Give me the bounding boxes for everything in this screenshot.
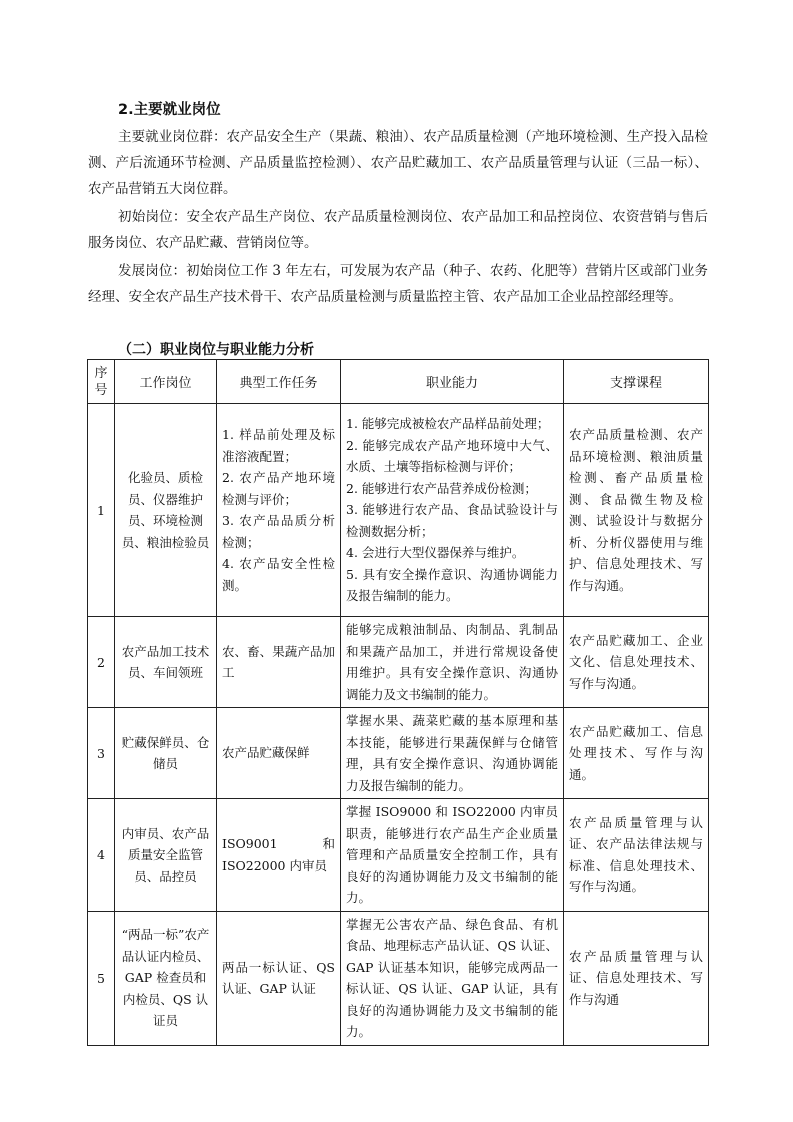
tasks-cell bbox=[217, 708, 341, 799]
job-cell bbox=[115, 617, 217, 708]
table-header-row bbox=[88, 360, 709, 404]
tasks-text: 两品一标认证、QS 认证、GAP 认证 bbox=[222, 959, 335, 996]
courses-cell bbox=[564, 617, 709, 708]
courses-cell bbox=[564, 404, 709, 617]
job-cell bbox=[115, 799, 217, 912]
row-number: 2 bbox=[88, 617, 115, 708]
ability-cell bbox=[341, 708, 564, 799]
job-text: 内审员、农产品质量安全监管员、品控员 bbox=[121, 825, 210, 884]
courses-cell bbox=[564, 708, 709, 799]
ability-cell bbox=[341, 911, 564, 1045]
job-text: 贮藏保鲜员、仓储员 bbox=[121, 734, 210, 771]
tasks-text: ISO9001 和 ISO22000 内审员 bbox=[222, 836, 335, 873]
ability-text: 1. 能够完成被检农产品样品前处理； 2. 能够完成农产品产地环境中大气、水质、土壤等指标检测与评价； 2. 能够进行农产品营养成份检测； 3. 能够进行农产品、食品试验设计与检测数据分析； 4. 会进行大型仪器保养与维护。 5. 具有安全操作意识、沟通协调能力及报告编制的能力。 bbox=[346, 416, 558, 604]
header-job: 工作岗位 bbox=[115, 360, 217, 404]
courses-text: 农产品质量检测、农产品环境检测、粮油质量检测、畜产品质量检测、食品微生物及检测、试验设计与数据分析、分析仪器使用与维护、信息处理技术、写作与沟通。 bbox=[569, 427, 703, 593]
job-text: 化验员、质检员、仪器维护员、环境检测员、粮油检验员 bbox=[121, 470, 210, 550]
courses-text: 农产品质量管理与认证、信息处理技术、写作与沟通 bbox=[569, 948, 703, 1007]
job-cell bbox=[115, 708, 217, 799]
header-no bbox=[88, 360, 115, 404]
tasks-cell bbox=[217, 911, 341, 1045]
tasks-text: 农、畜、果蔬产品加工 bbox=[222, 643, 335, 680]
row-number: 1 bbox=[88, 404, 115, 617]
ability-cell bbox=[341, 799, 564, 912]
tasks-text: 1. 样品前处理及标准溶液配置； 2. 农产品产地环境检测与评价； 3. 农产品品质分析检测； 4. 农产品安全性检测。 bbox=[222, 427, 335, 593]
job-cell bbox=[115, 911, 217, 1045]
table-row bbox=[88, 617, 709, 708]
header-tasks: 典型工作任务 bbox=[217, 360, 341, 404]
tasks-cell bbox=[217, 617, 341, 708]
tasks-cell bbox=[217, 799, 341, 912]
header-ability: 职业能力 bbox=[341, 360, 564, 404]
courses-text: 农产品贮藏加工、企业文化、信息处理技术、写作与沟通。 bbox=[569, 632, 703, 691]
table-heading: （二）职业岗位与职业能力分析 bbox=[118, 342, 314, 358]
header-no-label: 序号 bbox=[94, 365, 108, 398]
ability-text: 掌握无公害农产品、绿色食品、有机食品、地理标志产品认证、QS 认证、GAP 认证基本知识，能够完成两品一标认证、QS 认证、GAP 认证，具有良好的沟通协调能力及文书编制的能力。 bbox=[346, 916, 558, 1039]
row-number: 3 bbox=[88, 708, 115, 799]
job-text: 农产品加工技术员、车间领班 bbox=[121, 643, 210, 680]
ability-cell bbox=[341, 617, 564, 708]
courses-text: 农产品贮藏加工、信息处理技术、写作与沟通。 bbox=[569, 723, 703, 782]
row-number: 4 bbox=[88, 799, 115, 912]
paragraph-development-positions: 发展岗位：初始岗位工作 3 年左右，可发展为农产品（种子、农药、化肥等）营销片区或部门业务经理、安全农产品生产技术骨干、农产品质量检测与质量监控主管、农产品加工企业品控部经理等。 bbox=[88, 263, 708, 305]
courses-cell bbox=[564, 799, 709, 912]
job-cell bbox=[115, 404, 217, 617]
table-row bbox=[88, 799, 709, 912]
ability-text: 掌握水果、蔬菜贮藏的基本原理和基本技能，能够进行果蔬保鲜与仓储管理，具有安全操作意识、沟通协调能力及报告编制的能力。 bbox=[346, 713, 558, 793]
courses-cell bbox=[564, 911, 709, 1045]
paragraph-job-groups: 主要就业岗位群：农产品安全生产（果蔬、粮油）、农产品质量检测（产地环境检测、生产投入品检测、产后流通环节检测、产品质量监控检测）、农产品贮藏加工、农产品质量管理与认证（三品一标）、农产品营销五大岗位群。 bbox=[88, 129, 708, 197]
ability-text: 掌握 ISO9000 和 ISO22000 内审员职责，能够进行农产品生产企业质量管理和产品质量安全控制工作，具有良好的沟通协调能力及文书编制的能力。 bbox=[346, 804, 558, 905]
table-row bbox=[88, 911, 709, 1045]
row-number: 5 bbox=[88, 911, 115, 1045]
section-heading: 2.主要就业岗位 bbox=[118, 102, 221, 118]
tasks-cell bbox=[217, 404, 341, 617]
table-row bbox=[88, 708, 709, 799]
ability-text: 能够完成粮油制品、肉制品、乳制品和果蔬产品加工，并进行常规设备使用维护。具有安全操作意识、沟通协调能力及文书编制的能力。 bbox=[346, 622, 558, 702]
ability-cell bbox=[341, 404, 564, 617]
header-courses: 支撑课程 bbox=[564, 360, 709, 404]
tasks-text: 农产品贮藏保鲜 bbox=[222, 745, 310, 761]
job-ability-table bbox=[87, 359, 709, 1046]
courses-text: 农产品质量管理与认证、农产品法律法规与标准、信息处理技术、写作与沟通。 bbox=[569, 814, 703, 895]
paragraph-initial-positions: 初始岗位：安全农产品生产岗位、农产品质量检测岗位、农产品加工和品控岗位、农资营销与售后服务岗位、农产品贮藏、营销岗位等。 bbox=[88, 209, 708, 251]
job-text: “两品一标”农产品认证内检员、GAP 检查员和内检员、QS 认证员 bbox=[121, 927, 210, 1029]
table-row bbox=[88, 404, 709, 617]
